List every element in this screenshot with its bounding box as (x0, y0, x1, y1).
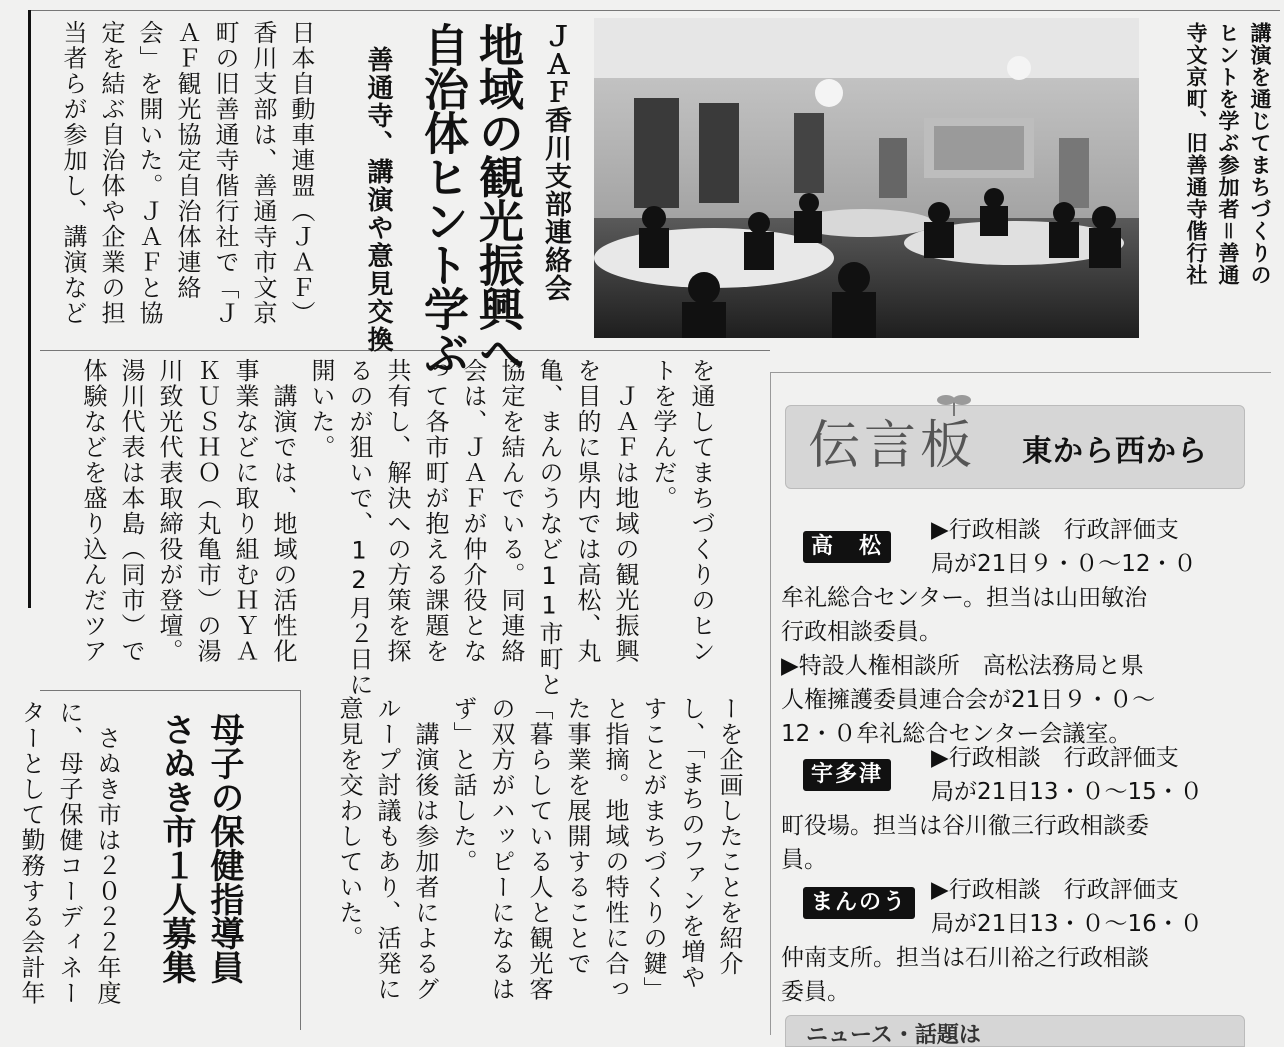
body-column: を通してまちづくりのヒン (687, 358, 715, 664)
body-column: 意見を交わしていた。 (335, 696, 363, 951)
sub-article-divider (300, 690, 301, 1030)
caption-line: 寺文京町、旧善通寺偕行社 (1184, 22, 1208, 286)
region-tag-manno: まんのう (803, 887, 915, 919)
entry-line: 委員。 (781, 979, 850, 1005)
entry-line: 人権擁護委員連合会が21日９・０〜 (781, 687, 1156, 713)
body-column: さぬき市は２０２２年度 (93, 700, 121, 1006)
dengon-board (770, 372, 1271, 1047)
entry-line: 町役場。担当は谷川徹三行政相談委 (781, 813, 1149, 839)
caption-line: ヒントを学ぶ参加者＝善通 (1216, 22, 1240, 286)
article-subhead: 善通寺、講演や意見交換 (363, 46, 393, 354)
body-column: って各市町が抱える課題を (421, 358, 449, 664)
body-column: 会」を開いた。ＪＡＦと協 (135, 20, 163, 326)
entry-line: ▶行政相談 行政評価支 (931, 745, 1179, 771)
body-column: るのが狙いで、12月２日に (345, 358, 373, 698)
entry-line: 12・０牟礼総合センター会議室。 (781, 721, 1132, 747)
body-column: ず」と話した。 (449, 696, 477, 875)
region-tag-utazu: 宇多津 (803, 759, 891, 791)
body-column: 協定を結んでいる。同連絡 (497, 358, 525, 664)
body-column: ＪＡＦは地域の観光振興 (611, 358, 639, 664)
entry-line: ▶行政相談 行政評価支 (931, 517, 1179, 543)
body-column: トを学んだ。 (649, 358, 677, 511)
mid-rule (40, 350, 770, 351)
caption-line: 講演を通じてまちづくりの (1248, 22, 1272, 286)
left-edge-bar (28, 10, 31, 608)
entry-line: 仲南支所。担当は石川裕之行政相談 (781, 945, 1149, 971)
article-headline-2: 自治体ヒント学ぶ (416, 22, 469, 374)
next-section-box (785, 1015, 1245, 1047)
body-column: 湯川代表は本島（同市）で (117, 358, 145, 664)
body-column: に、母子保健コーディネー (55, 700, 83, 1006)
body-column: 講演後は参加者によるグ (411, 696, 439, 1002)
top-rule (30, 10, 1280, 11)
body-column: 共有し、解決への方策を探 (383, 358, 411, 664)
article-body-bottom (330, 696, 748, 1002)
entry-line: 局が21日９・０〜12・０ (931, 551, 1197, 577)
body-column: 当者らが参加し、講演など (59, 20, 87, 326)
next-section-title: ニュース・話題は (806, 1023, 981, 1047)
body-column: 事業などに取り組むＨＹＡ (231, 358, 259, 664)
body-column: 亀、まんのうなど11市町と (535, 358, 563, 698)
sub-article-body (12, 700, 126, 1006)
region-tag-takamatsu: 高 松 (803, 531, 891, 563)
article-body-lower (74, 358, 720, 698)
body-column: ＡＦ観光協定自治体連絡 (173, 20, 201, 301)
body-column: 開いた。 (307, 358, 335, 460)
entry-line: ▶行政相談 行政評価支 (931, 877, 1179, 903)
article-headline-1: 地域の観光振興へ (471, 22, 524, 374)
sub-article-headline-1: 母子の保健指導員 (204, 712, 244, 984)
entry-line: 行政相談委員。 (781, 619, 942, 645)
dengon-header (785, 405, 1245, 489)
body-column: 定を結ぶ自治体や企業の担 (97, 20, 125, 326)
meeting-photo (594, 18, 1139, 338)
body-column: 川致光代表取締役が登壇。 (155, 358, 183, 664)
body-column: 日本自動車連盟（ＪＡＦ） (287, 20, 315, 326)
entry-line: 員。 (781, 847, 827, 873)
body-column: 講演では、地域の活性化 (269, 358, 297, 664)
body-column: ＫＵＳＨＯ（丸亀市）の湯 (193, 358, 221, 664)
entry-line: 局が21日13・０〜16・０ (931, 911, 1203, 937)
body-column: と指摘。地域の特性に合っ (601, 696, 629, 1002)
body-column: ターとして勤務する会計年 (17, 700, 45, 1006)
body-column: 香川支部は、善通寺市文京 (249, 20, 277, 326)
photo-caption (1180, 22, 1276, 286)
body-column: すことがまちづくりの鍵」 (639, 696, 667, 1002)
body-column: た事業を展開することで (563, 696, 591, 977)
entry-line: 牟礼総合センター。担当は山田敏治 (781, 585, 1148, 611)
body-column: 会は、ＪＡＦが仲介役とな (459, 358, 487, 664)
body-column: ループ討議もあり、活発に (373, 696, 401, 1002)
sub-article-headline-2: さぬき市１人募集 (156, 712, 196, 984)
article-kicker: ＪＡＦ香川支部連絡会 (540, 22, 571, 302)
body-column: ーを企画したことを紹介 (715, 696, 743, 977)
article-body-upper (54, 20, 320, 326)
body-column: 町の旧善通寺偕行社で「Ｊ (211, 20, 239, 326)
body-column: 体験などを盛り込んだツア (79, 358, 107, 664)
body-column: し、「まちのファンを増や (677, 696, 705, 990)
body-column: の双方がハッピーになるは (487, 696, 515, 1002)
dengon-title: 伝言板 (808, 416, 977, 476)
entry-line: 局が21日13・０〜15・０ (931, 779, 1203, 805)
meeting-photo-drawing (594, 18, 1139, 338)
body-column: 「暮らしている人と観光客 (525, 696, 553, 1002)
entry-line: ▶特設人権相談所 高松法務局と県 (781, 653, 1144, 679)
body-column: を目的に県内では高松、丸 (573, 358, 601, 664)
dengon-subtitle: 東から西から (1022, 434, 1208, 469)
